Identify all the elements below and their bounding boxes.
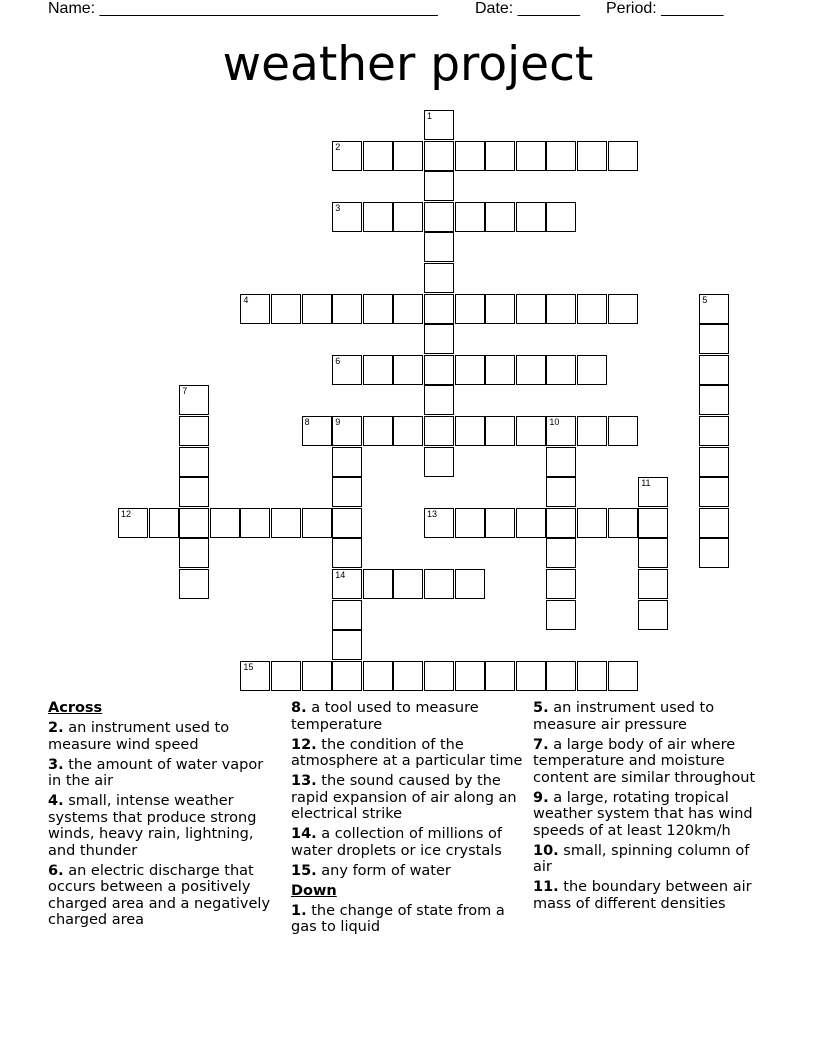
cell-number: 5	[702, 294, 708, 305]
grid-cell[interactable]	[424, 569, 454, 599]
grid-cell[interactable]	[424, 171, 454, 201]
grid-cell[interactable]	[179, 385, 209, 415]
cell-number: 1	[427, 111, 433, 121]
grid-cell[interactable]	[577, 294, 607, 324]
grid-cell[interactable]	[638, 477, 668, 507]
grid-cell[interactable]	[363, 416, 393, 446]
clue-text: small, intense weather systems that produce strong winds, heavy rain, lightning, and thunder	[48, 793, 257, 859]
grid-cell[interactable]	[485, 355, 515, 385]
grid-cell[interactable]	[546, 141, 576, 171]
clue-number: 9.	[533, 789, 549, 806]
clue-text: the sound caused by the rapid expansion of air along an electrical strike	[291, 773, 517, 822]
grid-cell[interactable]	[332, 355, 362, 385]
grid-cell[interactable]	[455, 508, 485, 538]
grid-cell[interactable]	[302, 416, 332, 446]
grid-cell[interactable]	[516, 202, 546, 232]
grid-cell[interactable]	[608, 508, 638, 538]
grid-cell[interactable]	[363, 202, 393, 232]
grid-cell[interactable]	[363, 294, 393, 324]
clue-item	[291, 826, 531, 859]
grid-cell[interactable]	[393, 355, 423, 385]
clue-text: the amount of water vapor in the air	[48, 756, 264, 789]
clue-number: 15.	[291, 862, 317, 879]
clue-text: any form of water	[321, 862, 451, 879]
grid-cell[interactable]	[240, 294, 270, 324]
grid-cell[interactable]	[424, 141, 454, 171]
grid-cell[interactable]	[455, 569, 485, 599]
grid-cell[interactable]	[608, 416, 638, 446]
grid-cell[interactable]	[546, 355, 576, 385]
grid-cell[interactable]	[179, 447, 209, 477]
grid-cell[interactable]	[577, 416, 607, 446]
grid-cell[interactable]	[424, 416, 454, 446]
grid-cell[interactable]	[332, 141, 362, 171]
grid-cell[interactable]	[546, 508, 576, 538]
grid-cell[interactable]	[516, 661, 546, 691]
grid-cell[interactable]	[485, 416, 515, 446]
name-field[interactable]: Name: ______________________________________	[48, 0, 438, 17]
grid-cell[interactable]	[363, 141, 393, 171]
grid-cell[interactable]	[516, 141, 546, 171]
grid-cell[interactable]	[240, 661, 270, 691]
grid-cell[interactable]	[332, 508, 362, 538]
grid-cell[interactable]	[699, 324, 729, 354]
grid-cell[interactable]	[546, 569, 576, 599]
grid-cell[interactable]	[485, 508, 515, 538]
clues-column-3	[533, 700, 769, 916]
clue-number: 13.	[291, 773, 317, 789]
cell-number: 14	[335, 570, 346, 580]
grid-cell[interactable]	[179, 508, 209, 538]
clue-text: the change of state from a gas to liquid	[291, 902, 505, 935]
grid-cell[interactable]	[485, 661, 515, 691]
grid-cell[interactable]	[332, 477, 362, 507]
cell-number: 8	[304, 417, 310, 427]
cell-number: 3	[335, 202, 341, 213]
cell-number: 2	[335, 141, 341, 152]
clue-number: 12.	[291, 736, 317, 753]
clue-text: small, spinning column of air	[533, 842, 750, 875]
cell-number: 13	[427, 508, 438, 519]
clue-text: the condition of the atmosphere at a particular time	[291, 736, 523, 769]
grid-cell[interactable]	[332, 600, 362, 630]
grid-cell[interactable]	[393, 141, 423, 171]
grid-cell[interactable]	[546, 416, 576, 446]
grid-cell[interactable]	[332, 569, 362, 599]
grid-cell[interactable]	[546, 202, 576, 232]
grid-cell[interactable]	[210, 508, 240, 538]
clue-item	[291, 903, 531, 936]
clue-item	[291, 773, 531, 823]
clue-number: 2.	[48, 720, 64, 736]
clue-text: a collection of millions of water droplets or ice crystals	[291, 826, 502, 859]
clue-number: 14.	[291, 826, 317, 842]
grid-cell[interactable]	[699, 416, 729, 446]
grid-cell[interactable]	[332, 202, 362, 232]
cell-number: 4	[243, 294, 249, 305]
grid-cell[interactable]	[424, 355, 454, 385]
clue-text: a large body of air where temperature and moisture content are similar throughout	[533, 736, 756, 786]
grid-cell[interactable]	[424, 232, 454, 262]
cell-number: 9	[335, 417, 341, 427]
grid-cell[interactable]	[699, 447, 729, 477]
clue-item	[291, 700, 531, 733]
grid-cell[interactable]	[638, 538, 668, 568]
grid-cell[interactable]	[546, 661, 576, 691]
clue-number: 1.	[291, 902, 307, 919]
grid-cell[interactable]	[118, 508, 148, 538]
clues-column-2	[291, 700, 531, 939]
clue-number: 10.	[533, 842, 559, 859]
clue-number: 5.	[533, 700, 549, 716]
clues-column-1	[48, 700, 280, 932]
grid-cell[interactable]	[363, 355, 393, 385]
grid-cell[interactable]	[485, 294, 515, 324]
grid-cell[interactable]	[424, 110, 454, 140]
down-heading: Down	[291, 882, 337, 899]
cell-number: 7	[182, 386, 188, 397]
grid-cell[interactable]	[332, 538, 362, 568]
grid-cell[interactable]	[179, 416, 209, 446]
grid-cell[interactable]	[699, 538, 729, 568]
grid-cell[interactable]	[393, 416, 423, 446]
grid-cell[interactable]	[271, 661, 301, 691]
grid-cell[interactable]	[149, 508, 179, 538]
grid-cell[interactable]	[179, 538, 209, 568]
clue-item	[533, 790, 769, 840]
grid-cell[interactable]	[455, 294, 485, 324]
grid-cell[interactable]	[516, 355, 546, 385]
grid-cell[interactable]	[393, 202, 423, 232]
grid-cell[interactable]	[393, 569, 423, 599]
grid-cell[interactable]	[608, 294, 638, 324]
date-field[interactable]: Date: _______	[475, 0, 580, 17]
grid-cell[interactable]	[179, 477, 209, 507]
clue-number: 7.	[533, 736, 549, 753]
cell-number: 12	[121, 508, 132, 519]
grid-cell[interactable]	[699, 477, 729, 507]
grid-cell[interactable]	[455, 355, 485, 385]
grid-cell[interactable]	[332, 447, 362, 477]
clue-item	[291, 863, 531, 880]
grid-cell[interactable]	[179, 569, 209, 599]
cell-number: 10	[549, 417, 560, 427]
grid-cell[interactable]	[393, 294, 423, 324]
grid-cell[interactable]	[577, 508, 607, 538]
clue-item	[533, 843, 769, 876]
grid-cell[interactable]	[332, 416, 362, 446]
grid-cell[interactable]	[699, 508, 729, 538]
cell-number: 11	[641, 478, 651, 489]
grid-cell[interactable]	[332, 661, 362, 691]
cell-number: 15	[243, 661, 254, 672]
clue-text: an instrument used to measure wind speed	[48, 720, 230, 753]
grid-cell[interactable]	[455, 661, 485, 691]
grid-cell[interactable]	[302, 294, 332, 324]
clue-text: an instrument used to measure air pressure	[533, 700, 715, 733]
grid-cell[interactable]	[455, 202, 485, 232]
grid-cell[interactable]	[424, 324, 454, 354]
clue-item	[533, 879, 769, 912]
grid-cell[interactable]	[577, 355, 607, 385]
grid-cell[interactable]	[332, 294, 362, 324]
grid-cell[interactable]	[302, 661, 332, 691]
grid-cell[interactable]	[546, 477, 576, 507]
grid-cell[interactable]	[363, 569, 393, 599]
clue-item	[48, 757, 280, 790]
grid-cell[interactable]	[699, 385, 729, 415]
clue-number: 3.	[48, 756, 64, 773]
grid-cell[interactable]	[485, 141, 515, 171]
clue-item	[533, 737, 769, 787]
grid-cell[interactable]	[302, 508, 332, 538]
grid-cell[interactable]	[638, 600, 668, 630]
clue-number: 11.	[533, 879, 559, 895]
grid-cell[interactable]	[424, 263, 454, 293]
grid-cell[interactable]	[332, 630, 362, 660]
clue-text: a large, rotating tropical weather system that has wind speeds of at least 120km/h	[533, 789, 753, 839]
across-heading: Across	[48, 700, 103, 716]
period-field[interactable]: Period: _______	[606, 0, 724, 17]
grid-cell[interactable]	[546, 294, 576, 324]
clue-text: a tool used to measure temperature	[291, 700, 479, 733]
grid-cell[interactable]	[240, 508, 270, 538]
grid-cell[interactable]	[577, 661, 607, 691]
grid-cell[interactable]	[393, 661, 423, 691]
clue-text: an electric discharge that occurs between a positively charged area and a negatively charged area	[48, 862, 271, 928]
grid-cell[interactable]	[455, 416, 485, 446]
clue-item	[291, 737, 531, 770]
page-title: weather project	[222, 37, 594, 92]
grid-cell[interactable]	[699, 294, 729, 324]
clue-number: 8.	[291, 700, 307, 716]
clue-text: the boundary between air mass of different densities	[533, 879, 752, 912]
clue-number: 6.	[48, 862, 64, 879]
grid-cell[interactable]	[424, 202, 454, 232]
grid-cell[interactable]	[271, 508, 301, 538]
grid-cell[interactable]	[516, 508, 546, 538]
grid-cell[interactable]	[699, 355, 729, 385]
grid-cell[interactable]	[516, 416, 546, 446]
grid-cell[interactable]	[424, 508, 454, 538]
grid-cell[interactable]	[638, 508, 668, 538]
grid-cell[interactable]	[546, 600, 576, 630]
clue-item	[48, 720, 280, 753]
grid-cell[interactable]	[608, 661, 638, 691]
grid-cell[interactable]	[516, 294, 546, 324]
grid-cell[interactable]	[638, 569, 668, 599]
grid-cell[interactable]	[363, 661, 393, 691]
grid-cell[interactable]	[577, 141, 607, 171]
grid-cell[interactable]	[485, 202, 515, 232]
grid-cell[interactable]	[424, 385, 454, 415]
grid-cell[interactable]	[546, 447, 576, 477]
grid-cell[interactable]	[608, 141, 638, 171]
grid-cell[interactable]	[455, 141, 485, 171]
grid-cell[interactable]	[546, 538, 576, 568]
grid-cell[interactable]	[424, 294, 454, 324]
clue-item	[48, 793, 280, 859]
clue-item	[533, 700, 769, 733]
clue-number: 4.	[48, 793, 64, 809]
grid-cell[interactable]	[271, 294, 301, 324]
cell-number: 6	[335, 355, 341, 366]
grid-cell[interactable]	[424, 447, 454, 477]
clue-item	[48, 863, 280, 929]
grid-cell[interactable]	[424, 661, 454, 691]
